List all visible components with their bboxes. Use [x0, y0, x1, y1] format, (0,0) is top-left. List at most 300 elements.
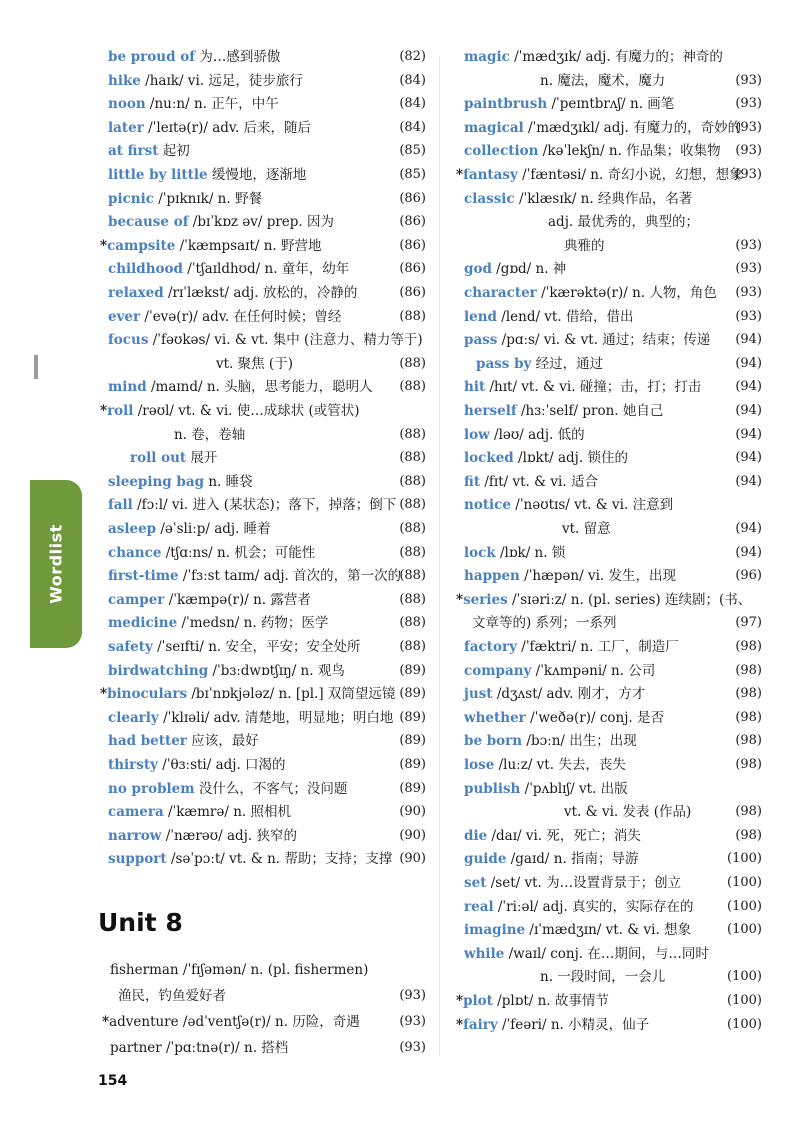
- entry-text: [464, 493, 673, 517]
- entry-definition: 没什么，不客气；没问题: [194, 780, 348, 797]
- wordlist-entry: [452, 45, 762, 69]
- wordlist-entry: [96, 210, 426, 234]
- wordlist-entry: [98, 958, 426, 982]
- entry-text: [562, 517, 611, 541]
- wordlist-entry: [96, 163, 426, 187]
- entry-text: [100, 234, 322, 258]
- wordlist-entry: [452, 257, 762, 281]
- entry-headword: series: [463, 591, 508, 608]
- entry-text: [108, 541, 315, 565]
- entry-text: [464, 399, 663, 423]
- entry-definition: /ˈfæktri/ n. 工厂，制造厂: [516, 639, 679, 655]
- entry-headword: company: [464, 662, 532, 679]
- wordlist-entry: [96, 517, 426, 541]
- wordlist-entry: [452, 352, 762, 376]
- wordlist-entry: [96, 281, 426, 305]
- entry-page-ref: (84): [399, 96, 426, 112]
- entry-text: [464, 116, 741, 140]
- wordlist-entry: [452, 139, 762, 163]
- entry-definition: vt. 留意: [562, 521, 611, 537]
- entry-headword: herself: [464, 403, 517, 419]
- wordlist-entry: [452, 753, 762, 777]
- entry-definition: /haɪk/ vi. 远足，徒步旅行: [140, 72, 303, 89]
- entry-text: [540, 69, 665, 93]
- entry-text: [464, 328, 710, 352]
- wordlist-entry: [96, 564, 426, 588]
- asterisk-mark: *: [456, 1016, 464, 1033]
- entry-page-ref: (88): [399, 308, 426, 324]
- entry-page-ref: (94): [735, 473, 762, 489]
- entry-definition: /pɑːs/ vi. & vt. 通过；结束；传递: [497, 332, 711, 349]
- entry-headword: hike: [108, 72, 141, 89]
- entry-page-ref: (98): [735, 757, 762, 772]
- entry-page-ref: (98): [735, 827, 762, 843]
- entry-text: [540, 965, 665, 989]
- entry-headword: die: [464, 827, 488, 844]
- entry-page-ref: (94): [735, 379, 762, 395]
- wordlist-entry: [452, 588, 762, 612]
- unit-heading: Unit 8: [98, 908, 183, 937]
- entry-text: [108, 800, 291, 824]
- wordlist-entry: [96, 824, 426, 848]
- entry-headword: focus: [108, 332, 149, 349]
- entry-definition: /ˈkærəktə(r)/ n. 人物，角色: [536, 285, 717, 301]
- entry-page-ref: (89): [399, 662, 426, 678]
- entry-page-ref: (88): [399, 568, 426, 584]
- entry-page-ref: (84): [399, 119, 426, 135]
- entry-page-ref: (86): [399, 285, 426, 300]
- entry-headword: sleeping bag: [108, 473, 205, 490]
- entry-headword: lend: [464, 308, 497, 325]
- entry-text: [100, 399, 360, 423]
- wordlist-entry: [452, 187, 762, 211]
- entry-text: [108, 777, 347, 801]
- entry-page-ref: (94): [735, 403, 762, 418]
- entry-definition: fisherman /ˈfɪʃəmən/ n. (pl. fishermen): [110, 962, 369, 978]
- entry-definition: /fɪt/ vt. & vi. 适合: [480, 473, 598, 490]
- wordlist-entry: [96, 328, 426, 352]
- entry-headword: relaxed: [108, 285, 164, 301]
- entry-headword: character: [464, 285, 537, 301]
- entry-definition: /daɪ/ vi. 死，死亡；消失: [487, 827, 641, 844]
- wordlist-entry: [96, 234, 426, 258]
- entry-page-ref: (94): [735, 544, 762, 560]
- entry-headword: clearly: [108, 709, 159, 726]
- entry-definition: /ˈklæsɪk/ n. 经典作品，名著: [514, 190, 693, 207]
- margin-marker: [34, 355, 38, 379]
- entry-text: [108, 517, 271, 541]
- entry-page-ref: (94): [735, 355, 762, 371]
- entry-definition: /ˈpeɪntbrʌʃ/ n. 画笔: [547, 96, 675, 113]
- entry-definition: /ˈhæpən/ vi. 发生，出现: [519, 568, 676, 585]
- entry-page-ref: (93): [399, 988, 426, 1003]
- wordlist-entry: [96, 777, 426, 801]
- wordlist-entry: [452, 729, 762, 753]
- entry-headword: happen: [464, 568, 520, 585]
- wordlist-entry: [96, 116, 426, 140]
- wordlist-entry: [452, 847, 762, 871]
- entry-definition: /kəˈlekʃn/ n. 作品集；收集物: [538, 143, 721, 160]
- entry-headword: camper: [108, 591, 165, 608]
- entry-headword: locked: [464, 450, 514, 467]
- wordlist-entry: [96, 611, 426, 635]
- wordlist-entry: [452, 541, 762, 565]
- entry-text: [464, 139, 721, 163]
- entry-headword: low: [464, 426, 490, 443]
- entry-definition: /səˈpɔːt/ vt. & n. 帮助；支持；支撑: [166, 851, 393, 868]
- entry-text: [130, 446, 217, 470]
- entry-headword: whether: [464, 709, 526, 726]
- wordlist-entry: [452, 611, 762, 635]
- entry-definition: /ˈmædʒɪk/ adj. 有魔力的；神奇的: [509, 49, 723, 65]
- wordlist-entry: [452, 423, 762, 447]
- entry-text: [102, 1010, 360, 1034]
- entry-headword: little by little: [108, 167, 208, 183]
- entry-text: [108, 659, 345, 683]
- entry-text: [464, 470, 598, 494]
- entry-headword: magic: [464, 49, 510, 65]
- asterisk-mark: *: [100, 686, 108, 703]
- entry-page-ref: (94): [735, 450, 762, 466]
- entry-headword: imagine: [464, 922, 526, 939]
- page-number: 154: [98, 1073, 128, 1089]
- wordlist-entry: [452, 92, 762, 116]
- entry-definition: /ˈfæntəsi/ n. 奇幻小说，幻想，想象: [517, 167, 743, 183]
- wordlist-entry: [96, 139, 426, 163]
- entry-headword: collection: [464, 143, 539, 160]
- wordlist-entry: [452, 470, 762, 494]
- entry-definition: /ˈbɜːdwɒtʃɪŋ/ n. 观鸟: [208, 662, 345, 679]
- entry-headword: real: [464, 898, 494, 915]
- entry-text: [464, 918, 691, 942]
- entry-headword: later: [108, 119, 144, 136]
- wordlist-entry: [452, 234, 762, 258]
- wordlist-entry: [96, 659, 426, 683]
- entry-text: [108, 470, 253, 494]
- entry-headword: be born: [464, 733, 523, 750]
- entry-text: [464, 847, 639, 871]
- entry-definition: /rəʊl/ vt. & vi. 使…成球状 (或管状): [133, 403, 360, 419]
- wordlist-entry: [96, 45, 426, 69]
- entry-page-ref: (100): [727, 922, 762, 938]
- entry-page-ref: (100): [727, 993, 762, 1008]
- entry-text: [464, 659, 655, 683]
- entry-text: [456, 163, 743, 187]
- wordlist-entry: [96, 588, 426, 612]
- wordlist-entry: [452, 305, 762, 329]
- entry-page-ref: (100): [727, 969, 762, 985]
- entry-text: [216, 352, 293, 376]
- wordlist-entry: [96, 753, 426, 777]
- entry-definition: /lend/ vt. 借给，借出: [496, 308, 634, 325]
- entry-text: [456, 588, 751, 612]
- entry-page-ref: (89): [399, 686, 426, 702]
- entry-headword: roll: [107, 403, 134, 419]
- entry-text: [110, 958, 368, 982]
- entry-text: [464, 92, 674, 116]
- entry-page-ref: (86): [399, 190, 426, 206]
- entry-definition: /ˈfɜːst taɪm/ adj. 首次的，第一次的: [178, 568, 402, 585]
- asterisk-mark: *: [100, 403, 108, 419]
- entry-text: [464, 824, 641, 848]
- entry-page-ref: (93): [399, 1014, 426, 1029]
- entry-headword: classic: [464, 190, 515, 207]
- entry-definition: /tʃɑːns/ n. 机会；可能性: [161, 544, 316, 561]
- entry-headword: pass by: [476, 355, 532, 372]
- wordlist-entry: [452, 659, 762, 683]
- wordlist-entry: [452, 281, 762, 305]
- entry-definition: vt. 聚焦 (于): [216, 355, 293, 372]
- entry-headword: fit: [464, 473, 481, 490]
- entry-definition: 文章等的) 系列；一系列: [472, 615, 617, 632]
- entry-text: [464, 753, 626, 777]
- entry-text: [464, 635, 679, 659]
- entry-text: [108, 281, 357, 305]
- entry-page-ref: (97): [735, 615, 762, 631]
- wordlist-entry: [452, 895, 762, 919]
- entry-headword: asleep: [108, 521, 157, 537]
- entry-page-ref: (89): [399, 780, 426, 796]
- entry-definition: 经过，通过: [531, 355, 604, 372]
- wordlist-entry: [96, 92, 426, 116]
- wordlist-entry: [452, 871, 762, 895]
- entry-text: [456, 989, 609, 1013]
- entry-page-ref: (98): [735, 733, 762, 749]
- entry-headword: be proud of: [108, 49, 196, 65]
- wordlist-entry: [98, 1036, 426, 1060]
- entry-headword: binoculars: [107, 686, 188, 703]
- entry-definition: /luːz/ vt. 失去，丧失: [494, 757, 626, 773]
- entry-headword: plot: [463, 993, 493, 1009]
- entry-page-ref: (84): [399, 72, 426, 88]
- wordlist-entry: [96, 493, 426, 517]
- entry-headword: narrow: [108, 827, 162, 844]
- wordlist-entry: [452, 446, 762, 470]
- entry-definition: /ˈfeəri/ n. 小精灵，仙子: [497, 1016, 650, 1033]
- entry-text: [108, 305, 341, 329]
- entry-text: [464, 777, 628, 801]
- entry-text: [108, 706, 393, 730]
- entry-page-ref: (93): [735, 308, 762, 324]
- asterisk-mark: *: [456, 167, 464, 183]
- wordlist-entry: [96, 635, 426, 659]
- entry-page-ref: (88): [399, 544, 426, 560]
- entry-page-ref: (88): [399, 379, 426, 395]
- entry-definition: /ˈklɪəli/ adv. 清楚地，明显地；明白地: [158, 709, 394, 726]
- entry-page-ref: (88): [399, 521, 426, 536]
- entry-page-ref: (85): [399, 167, 426, 182]
- entry-definition: /ˈriːəl/ adj. 真实的，实际存在的: [493, 898, 694, 915]
- entry-definition: /əˈsliːp/ adj. 睡着: [156, 521, 271, 537]
- entry-page-ref: (90): [399, 827, 426, 843]
- entry-text: [464, 305, 633, 329]
- entry-page-ref: (88): [399, 591, 426, 607]
- entry-page-ref: (96): [735, 568, 762, 584]
- entry-page-ref: (86): [399, 261, 426, 277]
- wordlist-entry: [96, 69, 426, 93]
- entry-text: [464, 446, 628, 470]
- entry-page-ref: (82): [399, 49, 426, 64]
- wordlist-entry: [452, 635, 762, 659]
- wordlist-entry: [96, 706, 426, 730]
- side-tab-label: Wordlist: [46, 524, 66, 604]
- entry-headword: factory: [464, 639, 517, 655]
- entry-text: [108, 45, 280, 69]
- entry-text: [464, 706, 664, 730]
- entry-page-ref: (90): [399, 804, 426, 820]
- entry-headword: set: [464, 875, 487, 891]
- entry-definition: /ˈmedsn/ n. 药物；医学: [177, 615, 329, 632]
- entry-definition: 展开: [186, 450, 218, 467]
- entry-text: [108, 753, 286, 777]
- entry-text: [464, 257, 566, 281]
- entry-headword: first-time: [108, 568, 179, 585]
- entry-page-ref: (94): [735, 426, 762, 442]
- entry-page-ref: (100): [727, 1016, 762, 1032]
- entry-definition: 缓慢地，逐渐地: [207, 167, 307, 183]
- entry-text: [464, 281, 717, 305]
- entry-definition: /nuːn/ n. 正午，中午: [145, 96, 279, 113]
- entry-headword: guide: [464, 851, 507, 868]
- wordlist-entry: [452, 163, 762, 187]
- entry-definition: /dʒʌst/ adv. 刚才，方才: [492, 686, 646, 703]
- entry-page-ref: (100): [727, 898, 762, 914]
- entry-text: [464, 375, 701, 399]
- entry-definition: /ˈkæmpə(r)/ n. 露营者: [164, 591, 311, 608]
- entry-page-ref: (94): [735, 521, 762, 536]
- entry-headword: while: [464, 945, 505, 962]
- entry-headword: lose: [464, 757, 495, 773]
- entry-text: [108, 328, 423, 352]
- entry-definition: /ˈtʃaɪldhʊd/ n. 童年，幼年: [183, 261, 350, 278]
- entry-page-ref: (93): [735, 96, 762, 112]
- entry-page-ref: (93): [735, 261, 762, 277]
- entry-page-ref: (98): [735, 804, 762, 820]
- entry-definition: /waɪl/ conj. 在…期间，与…同时: [504, 945, 709, 962]
- wordlist-entry: [452, 210, 762, 234]
- entry-text: [110, 1036, 288, 1060]
- entry-headword: medicine: [108, 615, 178, 632]
- entry-definition: /ləʊ/ adj. 低的: [489, 426, 585, 443]
- entry-page-ref: (98): [735, 686, 762, 702]
- entry-text: [564, 800, 691, 824]
- wordlist-entry: [96, 470, 426, 494]
- entry-definition: /ˈfəʊkəs/ vi. & vt. 集中 (注意力、精力等于): [148, 332, 423, 349]
- entry-text: [456, 1013, 649, 1037]
- entry-definition: 典雅的: [564, 237, 605, 254]
- wordlist-entry: [96, 399, 426, 423]
- entry-definition: /ˈweðə(r)/ conj. 是否: [525, 709, 664, 726]
- entry-definition: /ˈseɪfti/ n. 安全，平安；安全处所: [152, 639, 361, 655]
- wordlist-entry: [96, 847, 426, 871]
- entry-definition: /maɪnd/ n. 头脑，思考能力，聪明人: [146, 379, 373, 396]
- entry-definition: n. 睡袋: [204, 473, 253, 490]
- entry-definition: /ˈkʌmpəni/ n. 公司: [531, 662, 656, 679]
- entry-text: [464, 541, 565, 565]
- wordlist-entry: [452, 564, 762, 588]
- wordlist-entry: [452, 824, 762, 848]
- entry-text: [108, 163, 306, 187]
- entry-headword: roll out: [130, 450, 187, 467]
- entry-text: [108, 611, 328, 635]
- wordlist-entry: [452, 918, 762, 942]
- wordlist-entry: [96, 187, 426, 211]
- entry-page-ref: (86): [399, 237, 426, 253]
- entry-headword: pass: [464, 332, 498, 349]
- asterisk-mark: *: [456, 591, 464, 608]
- entry-headword: campsite: [107, 237, 176, 254]
- entry-definition: /ˈpʌblɪʃ/ vt. 出版: [520, 780, 628, 797]
- entry-definition: /ˈpɪknɪk/ n. 野餐: [153, 190, 262, 207]
- wordlist-entry: [452, 493, 762, 517]
- entry-page-ref: (100): [727, 851, 762, 867]
- wordlist-entry: [452, 375, 762, 399]
- entry-text: [564, 234, 605, 258]
- wordlist-entry: [452, 517, 762, 541]
- entry-text: [100, 682, 395, 706]
- entry-headword: fall: [108, 497, 133, 514]
- entry-page-ref: (89): [399, 757, 426, 772]
- entry-page-ref: (85): [399, 143, 426, 159]
- entry-page-ref: (88): [399, 615, 426, 631]
- entry-definition: /lɒk/ n. 锁: [495, 544, 566, 561]
- entry-text: [108, 824, 297, 848]
- column-divider: [439, 56, 440, 1056]
- entry-text: [108, 116, 311, 140]
- entry-definition: /hɜːˈself/ pron. 她自己: [516, 403, 664, 419]
- wordlist-entry: [96, 682, 426, 706]
- entry-page-ref: (93): [735, 237, 762, 253]
- wordlist-entry: [452, 777, 762, 801]
- entry-page-ref: (88): [399, 450, 426, 466]
- entry-text: [108, 139, 190, 163]
- asterisk-mark: *: [456, 993, 464, 1009]
- entry-text: [108, 564, 401, 588]
- entry-headword: hit: [464, 379, 486, 396]
- entry-page-ref: (93): [399, 1040, 426, 1055]
- entry-page-ref: (89): [399, 733, 426, 749]
- entry-text: [174, 423, 245, 447]
- asterisk-mark: *: [100, 237, 108, 254]
- entry-definition: /gaɪd/ n. 指南；导游: [506, 851, 639, 868]
- entry-definition: /gɒd/ n. 神: [491, 261, 567, 278]
- entry-text: [464, 895, 694, 919]
- wordlist-entry: [452, 965, 762, 989]
- entry-text: [108, 257, 349, 281]
- entry-text: [118, 984, 226, 1008]
- entry-definition: n. 卷，卷轴: [174, 426, 246, 443]
- wordlist-entry: [452, 1013, 762, 1037]
- wordlist-entry: [452, 399, 762, 423]
- wordlist-entry: [98, 1010, 426, 1034]
- entry-headword: camera: [108, 804, 164, 821]
- entry-definition: /ˈnærəʊ/ adj. 狭窄的: [161, 827, 297, 844]
- entry-headword: safety: [108, 639, 153, 655]
- entry-definition: /bɔːn/ 出生；出现: [522, 733, 637, 750]
- entry-definition: /ɪˈmædʒɪn/ vt. & vi. 想象: [525, 922, 692, 939]
- entry-text: [464, 942, 709, 966]
- entry-headword: noon: [108, 96, 146, 113]
- entry-definition: /ˈmædʒɪkl/ adj. 有魔力的，奇妙的: [523, 119, 742, 136]
- wordlist-entry: [452, 328, 762, 352]
- entry-definition: /bɪˈkɒz əv/ prep. 因为: [188, 214, 335, 231]
- entry-text: [108, 69, 303, 93]
- entry-definition: adj. 最优秀的，典型的；: [548, 214, 699, 231]
- entry-headword: lock: [464, 544, 496, 561]
- entry-definition: /ˈevə(r)/ adv. 在任何时候；曾经: [140, 308, 342, 325]
- wordlist-entry: [452, 942, 762, 966]
- entry-definition: /fɔːl/ vi. 进入 (某状态)；落下，掉落；倒下: [132, 497, 397, 514]
